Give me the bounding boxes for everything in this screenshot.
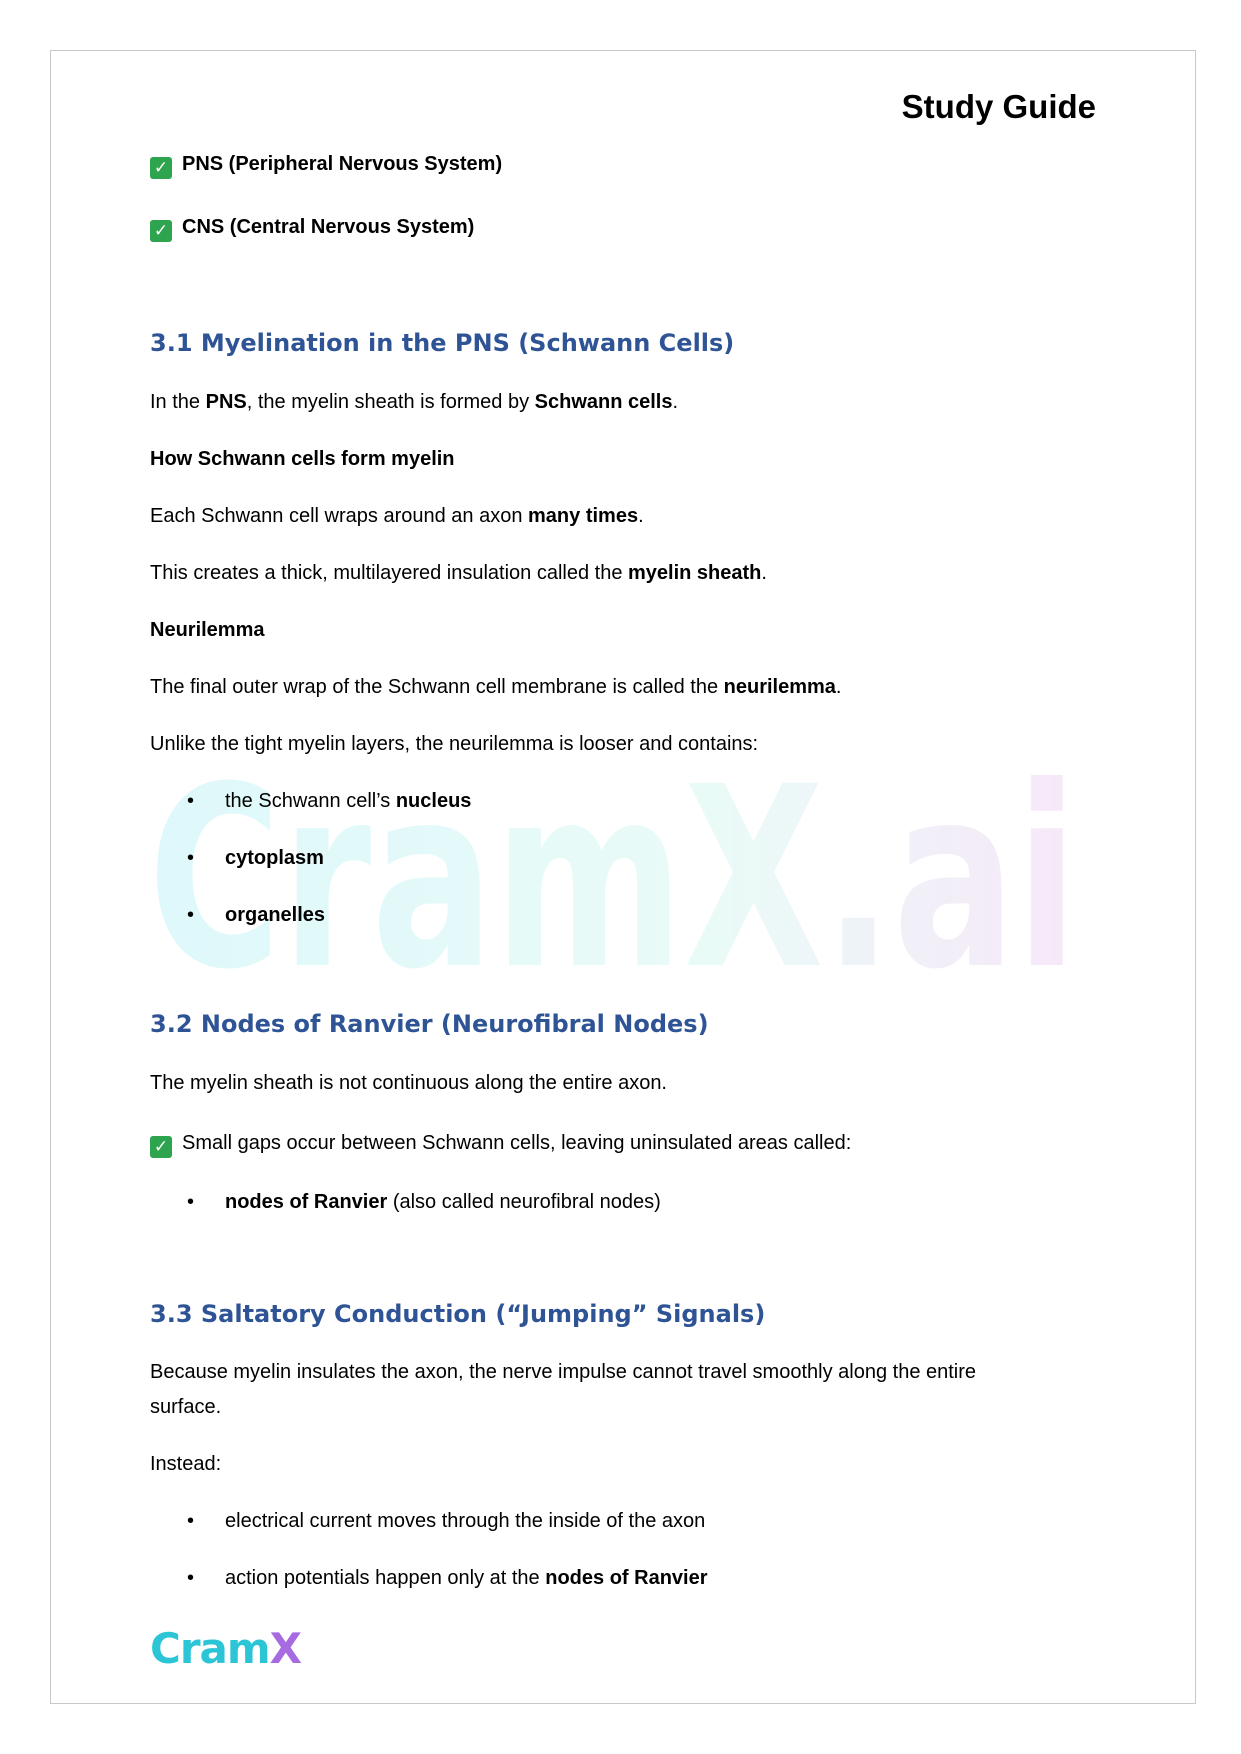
paragraph-not-continuous: The myelin sheath is not continuous along the entire axon. [150, 1072, 667, 1094]
cramx-logo: CramX [150, 1624, 302, 1673]
checkmark-icon: ✓ [150, 220, 172, 242]
section-heading-3-3: 3.3 Saltatory Conduction (“Jumping” Signals) [150, 1300, 766, 1328]
check-item-pns: ✓ PNS (Peripheral Nervous System) [150, 150, 502, 179]
subheading-schwann: How Schwann cells form myelin [150, 448, 455, 470]
section-heading-3-2: 3.2 Nodes of Ranvier (Neurofibral Nodes) [150, 1010, 709, 1038]
paragraph-insulation: This creates a thick, multilayered insulation called the myelin sheath. [150, 562, 767, 584]
list-item: • organelles [187, 904, 326, 926]
check-item-cns: ✓ CNS (Central Nervous System) [150, 213, 474, 242]
paragraph-because-line2: surface. [150, 1396, 222, 1418]
paragraph-contains: Unlike the tight myelin layers, the neurilemma is looser and contains: [150, 733, 759, 755]
paragraph-instead: Instead: [150, 1453, 222, 1475]
list-item: • action potentials happen only at the nodes of Ranvier [187, 1567, 708, 1589]
paragraph-wraps: Each Schwann cell wraps around an axon many times. [150, 505, 644, 527]
subheading-neurilemma: Neurilemma [150, 619, 265, 641]
paragraph-because-line1: Because myelin insulates the axon, the nerve impulse cannot travel smoothly along the entire [150, 1361, 977, 1383]
list-item: • nodes of Ranvier (also called neurofibral nodes) [187, 1191, 661, 1213]
page-title: Study Guide [901, 88, 1096, 125]
checkmark-icon: ✓ [150, 157, 172, 179]
paragraph-intro: In the PNS, the myelin sheath is formed by Schwann cells. [150, 391, 679, 413]
list-item: • the Schwann cell’s nucleus [187, 790, 472, 812]
list-item: • electrical current moves through the inside of the axon [187, 1510, 706, 1532]
paragraph-outer-wrap: The final outer wrap of the Schwann cell membrane is called the neurilemma. [150, 676, 842, 698]
section-heading-3-1: 3.1 Myelination in the PNS (Schwann Cells) [150, 329, 735, 357]
watermark-text: CramX.ai [148, 760, 1078, 990]
check-item-gaps: ✓ Small gaps occur between Schwann cells, leaving uninsulated areas called: [150, 1129, 851, 1158]
list-item: • cytoplasm [187, 847, 324, 869]
page-border [50, 50, 1196, 1704]
checkmark-icon: ✓ [150, 1136, 172, 1158]
